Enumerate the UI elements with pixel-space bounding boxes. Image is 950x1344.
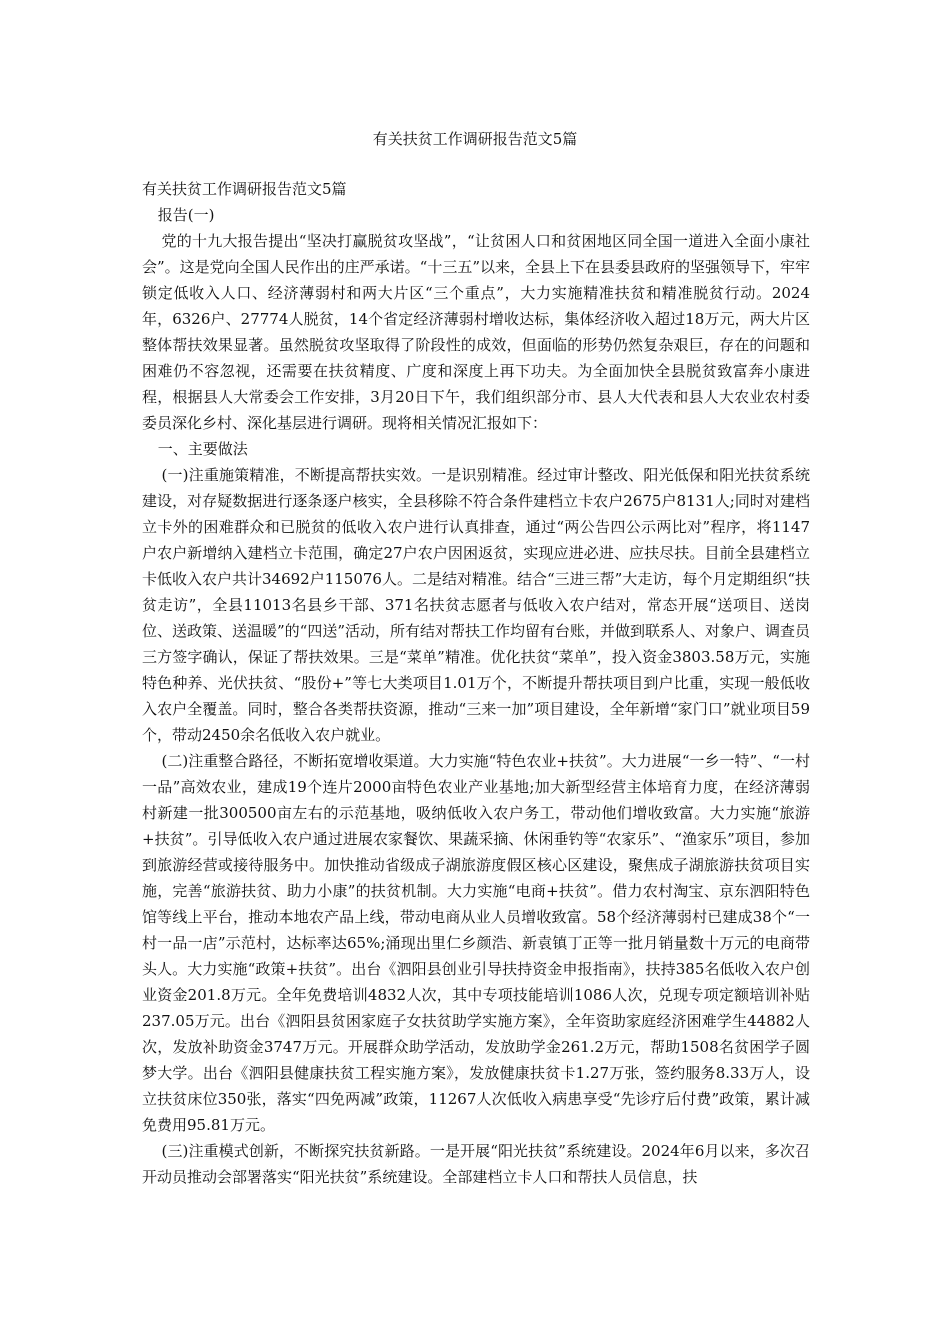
report-label: 报告(一): [157, 206, 215, 224]
document-body: [142, 176, 810, 1190]
section-heading: 一、主要做法: [157, 440, 248, 458]
paragraph-precise-measures: (一)注重施策精准，不断提高帮扶实效。一是识别精准。经过审计整改、阳光低保和阳光扶贫系统建设，对存疑数据进行逐条逐户核实，全县移除不符合条件建档立卡农户2675户8131人;同时对建档立卡外的困难群众和已脱贫的低收入农户进行认真排查，通过“两公告四公示两比对”程序，将1147户农户新增纳入建档立卡范围，确定27户农户因困返贫，实现应进必进、应扶尽扶。目前全县建档立卡低收入农户共计34692户115076人。二是结对精准。结合“三进三帮”大走访，每个月定期组织“扶贫走访”，全县11013名县乡干部、371名扶贫志愿者与低收入农户结对，常态开展“送项目、送岗位、送政策、送温暖”的“四送”活动，所有结对帮扶工作均留有台账，并做到联系人、对象户、调查员三方签字确认，保证了帮扶效果。三是“菜单”精准。优化扶贫“菜单”，投入资金3803.58万元，实施特色种养、光伏扶贫、“股份+”等七大类项目1.01万个，不断提升帮扶项目到户比重，实现一般低收入农户全覆盖。同时，整合各类帮扶资源，推动“三来一加”项目建设，全年新增“家门口”就业项目59个，带动2450余名低收入农户就业。: [142, 466, 811, 744]
document-title: 有关扶贫工作调研报告范文5篇: [372, 130, 578, 148]
document-subtitle: 有关扶贫工作调研报告范文5篇: [142, 180, 347, 198]
intro-paragraph: 党的十九大报告提出“坚决打赢脱贫攻坚战”，“让贫困人口和贫困地区同全国一道进入全面小康社会”。这是党向全国人民作出的庄严承诺。“十三五”以来，全县上下在县委县政府的坚强领导下，牢牢锁定低收入人口、经济薄弱村和两大片区“三个重点”，大力实施精准扶贫和精准脱贫行动。2024年，6326户、27774人脱贫，14个省定经济薄弱村增收达标，集体经济收入超过18万元，两大片区整体帮扶效果显著。虽然脱贫攻坚取得了阶段性的成效，但面临的形势仍然复杂艰巨，存在的问题和困难仍不容忽视，还需要在扶贫精度、广度和深度上再下功夫。为全面加快全县脱贫致富奔小康进程，根据县人大常委会工作安排，3月20日下午，我们组织部分市、县人大代表和县人大农业农村委委员深化乡村、深化基层进行调研。现将相关情况汇报如下：: [142, 232, 811, 432]
paragraph-model-innovation: (三)注重模式创新，不断探究扶贫新路。一是开展“阳光扶贫”系统建设。2024年6月以来，多次召开动员推动会部署落实“阳光扶贫”系统建设。全部建档立卡人口和帮扶人员信息，扶: [142, 1142, 810, 1186]
paragraph-income-channels: (二)注重整合路径，不断拓宽增收渠道。大力实施“特色农业+扶贫”。大力进展“一乡一特”、“一村一品”高效农业，建成19个连片2000亩特色农业产业基地;加大新型经营主体培育力度，在经济薄弱村新建一批300500亩左右的示范基地，吸纳低收入农户务工，带动他们增收致富。大力实施“旅游+扶贫”。引导低收入农户通过进展农家餐饮、果蔬采摘、休闲垂钓等“农家乐”、“渔家乐”项目，参加到旅游经营或接待服务中。加快推动省级成子湖旅游度假区核心区建设，聚焦成子湖旅游扶贫项目实施，完善“旅游扶贫、助力小康”的扶贫机制。大力实施“电商+扶贫”。借力农村淘宝、京东泗阳特色馆等线上平台，推动本地农产品上线，带动电商从业人员增收致富。58个经济薄弱村已建成38个“一村一品一店”示范村，达标率达65%;涌现出里仁乡颜浩、新袁镇丁正等一批月销量数十万元的电商带头人。大力实施“政策+扶贫”。出台《泗阳县创业引导扶持资金申报指南》，扶持385名低收入农户创业资金201.8万元。全年免费培训4832人次，其中专项技能培训1086人次，兑现专项定额培训补贴237.05万元。出台《泗阳县贫困家庭子女扶贫助学实施方案》，全年资助家庭经济困难学生44882人次，发放补助资金3747万元。开展群众助学活动，发放助学金261.2万元，帮助1508名贫困学子圆梦大学。出台《泗阳县健康扶贫工程实施方案》，发放健康扶贫卡1.27万张，签约服务8.33万人，设立扶贫床位350张，落实“四免两减”政策，11267人次低收入病患享受“先诊疗后付费”政策，累计减免费用95.81万元。: [142, 752, 810, 1134]
